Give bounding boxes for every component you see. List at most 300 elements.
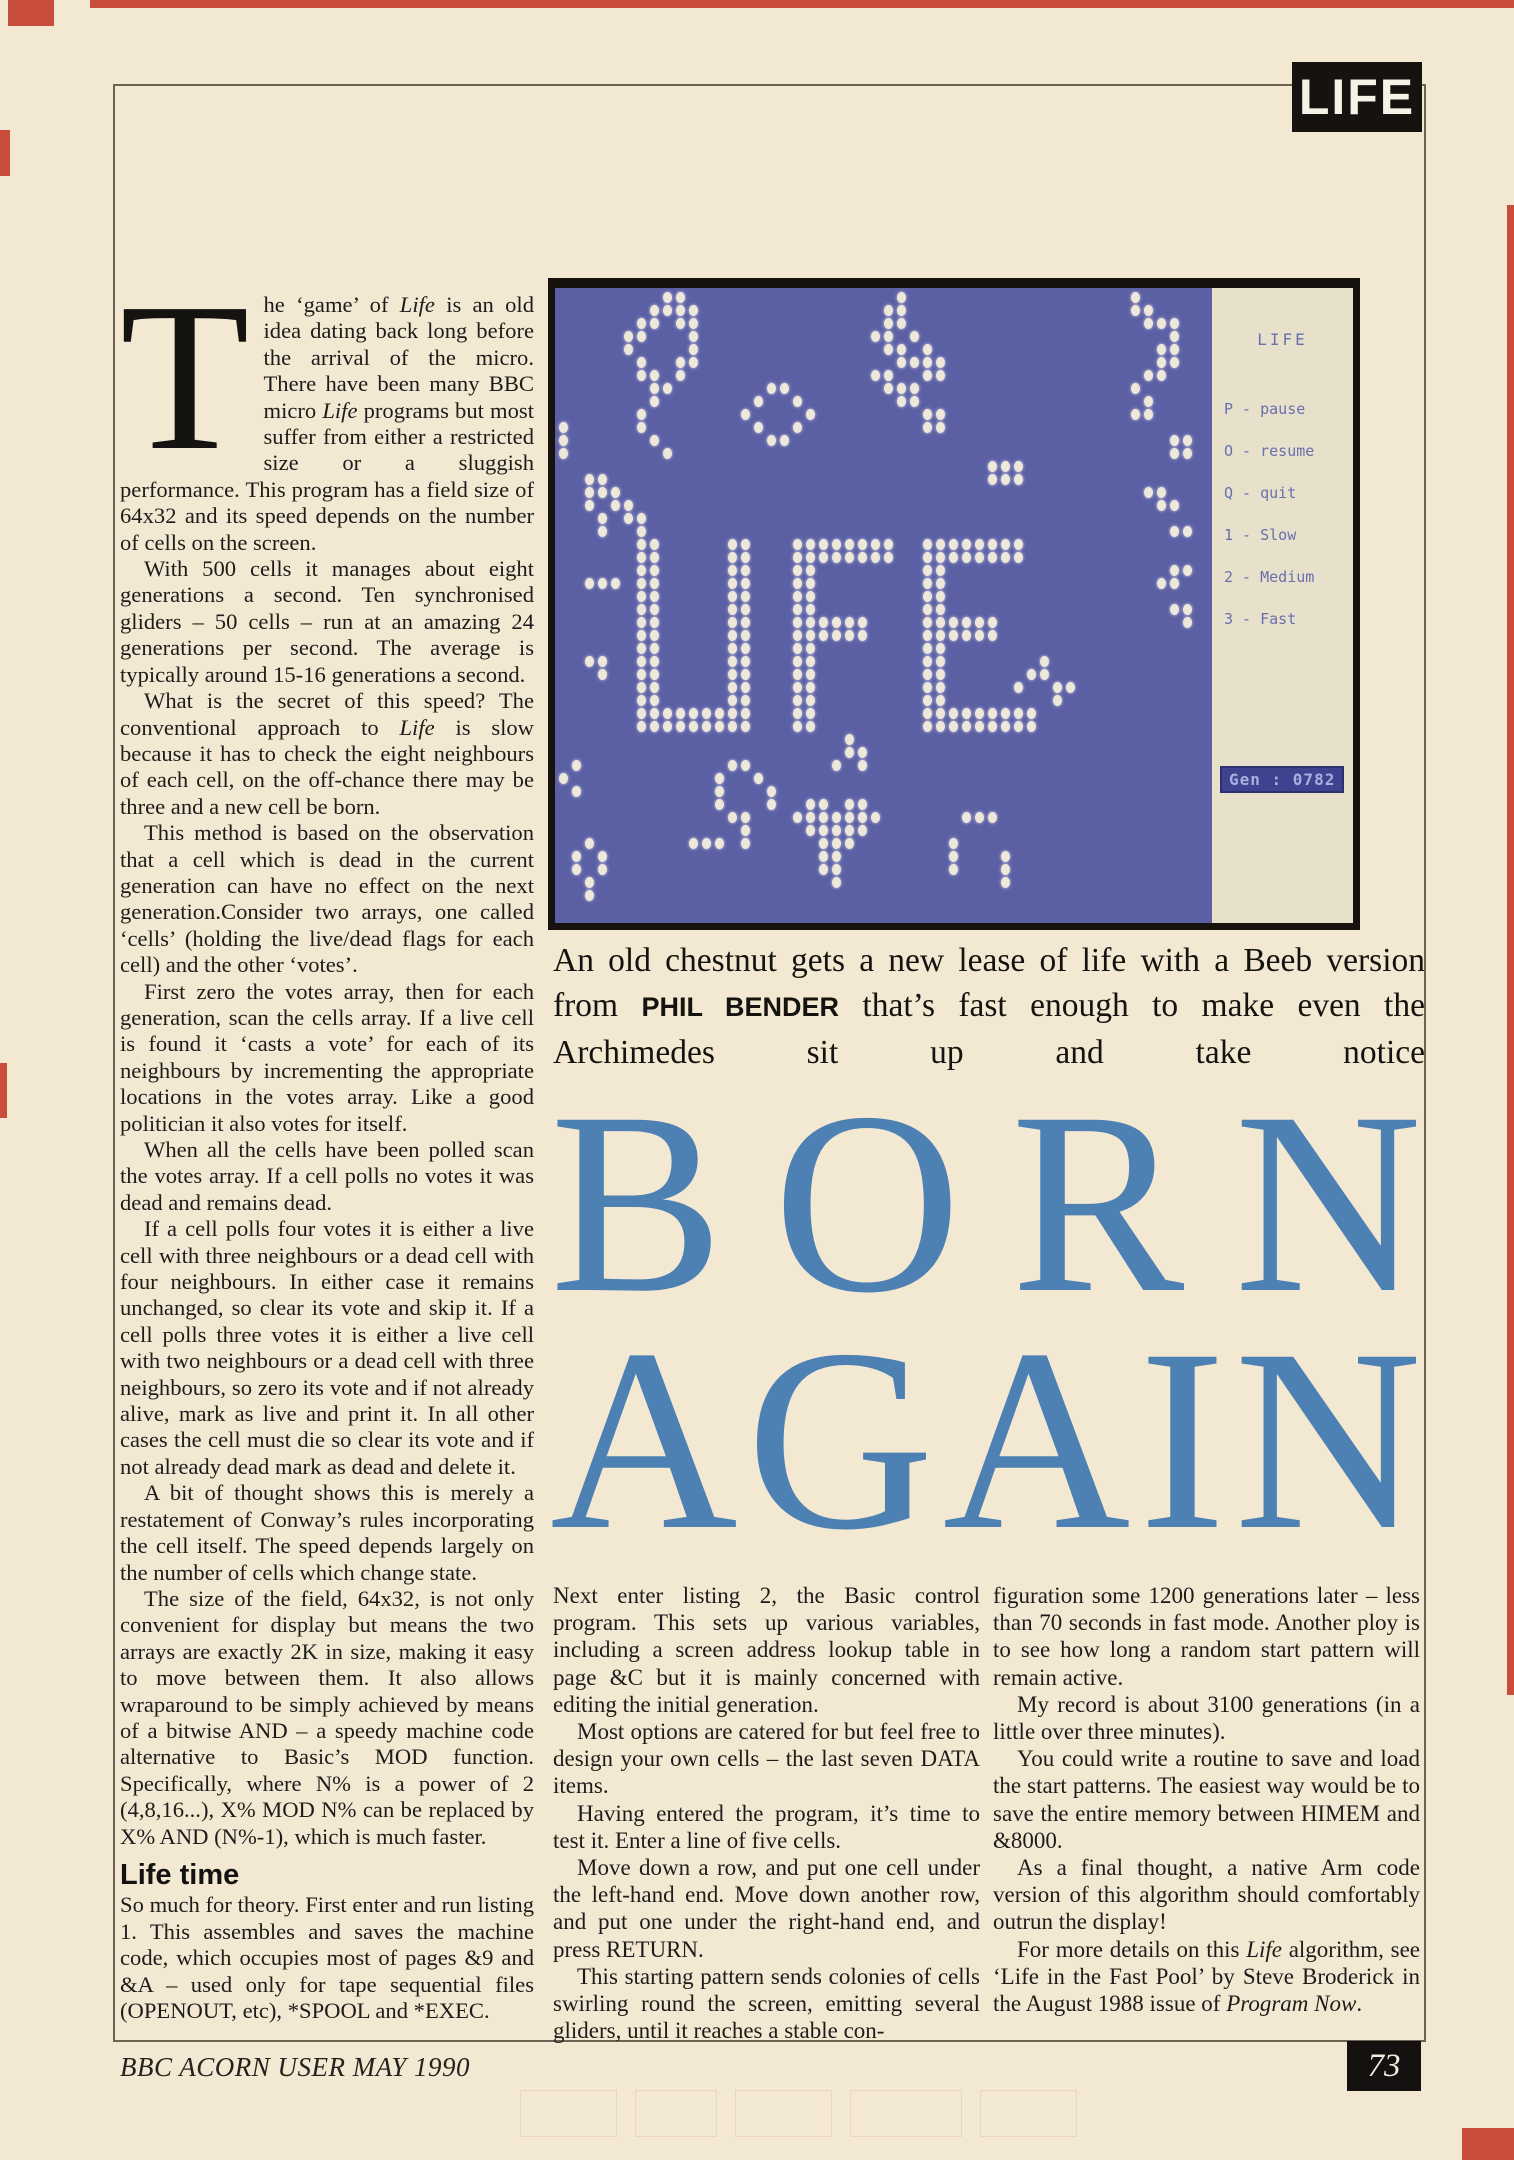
life-menu-title: LIFE [1257,330,1308,349]
life-cell [1157,357,1166,368]
life-cell [572,851,581,862]
life-cell [1040,656,1049,667]
life-cell [1157,370,1166,381]
life-cell [923,565,932,576]
life-cell [832,552,841,563]
life-cell [793,630,802,641]
life-cell [728,604,737,615]
paragraph: Most options are catered for but feel free to design your own cells – the last seven DATA items. [553,1719,980,1799]
life-cell [949,617,958,628]
life-cell [1014,539,1023,550]
life-cell [897,396,906,407]
life-cell [767,786,776,797]
life-cell [845,630,854,641]
life-cell [1157,344,1166,355]
life-cell [676,721,685,732]
life-cell [975,708,984,719]
life-cell [650,370,659,381]
life-cell [910,357,919,368]
life-cell [806,591,815,602]
life-cell [845,747,854,758]
life-cell [1170,318,1179,329]
paragraph: You could write a routine to save and load the start patterns. The easiest way would be to save the entire memory between HIMEM and &8000. [993,1746,1420,1853]
headline-line: B O R N [550,1059,1422,1347]
generation-counter: Gen : 0782 [1220,766,1344,793]
life-program-screenshot [548,278,1360,930]
life-cell [689,344,698,355]
life-cell [741,825,750,836]
life-cell [689,721,698,732]
life-cell [741,604,750,615]
column-3 [993,1582,1420,2017]
life-cell [1183,435,1192,446]
life-cell [936,370,945,381]
page-number-badge: 73 [1347,2041,1421,2091]
life-cell [715,786,724,797]
life-cell [728,565,737,576]
life-cell [1183,565,1192,576]
life-cell [650,305,659,316]
life-cell [988,630,997,641]
life-cell [832,617,841,628]
life-cell [936,721,945,732]
life-cell [1170,331,1179,342]
life-cell [936,539,945,550]
paragraph: Having entered the program, it’s time to test it. Enter a line of five cells. [553,1800,980,1853]
life-cell [650,565,659,576]
life-cell [923,617,932,628]
life-cell [923,344,932,355]
life-cell [728,760,737,771]
life-cell [598,864,607,875]
life-cell [676,708,685,719]
life-cell [1053,695,1062,706]
life-cell [858,630,867,641]
life-cell [832,812,841,823]
life-cell [559,435,568,446]
life-cell [741,617,750,628]
life-cell [858,760,867,771]
life-cell [728,578,737,589]
life-cell [676,318,685,329]
life-cell [650,721,659,732]
paragraph: What is the secret of this speed? The conventional approach to Life is slow because it has to check the eight neighbours of each cell, on the off-chance there may be three and a new cell be born. [120,688,534,819]
life-cell [806,721,815,732]
life-cell [793,708,802,719]
life-cell [585,474,594,485]
life-cell [884,552,893,563]
life-cell [663,305,672,316]
life-cell [637,643,646,654]
life-cell [936,708,945,719]
life-cell [988,812,997,823]
paragraph: Next enter listing 2, the Basic control program. This sets up various variables, including a screen address lookup table in page &C but it is mainly concerned with editing the initial generation. [553,1583,980,1717]
life-cell [637,682,646,693]
life-cell [819,617,828,628]
life-cell [715,799,724,810]
ghost-box [520,2090,617,2137]
life-cell [988,552,997,563]
life-cell [637,318,646,329]
life-cell [962,630,971,641]
life-cell [728,695,737,706]
life-cell [1014,474,1023,485]
life-cell [806,578,815,589]
life-cell [624,500,633,511]
life-cell [923,409,932,420]
life-cell [962,812,971,823]
life-cell [884,305,893,316]
life-cell [962,617,971,628]
life-cell [754,396,763,407]
life-cell [1183,526,1192,537]
life-cell [936,578,945,589]
life-cell [806,643,815,654]
life-cell [637,526,646,537]
life-cell [806,695,815,706]
life-cell [819,825,828,836]
life-menu-items [1224,400,1349,652]
life-cell [949,721,958,732]
life-cell [975,812,984,823]
life-cell [1170,526,1179,537]
life-cell [923,630,932,641]
life-cell [689,305,698,316]
life-cell [858,539,867,550]
life-cell [676,305,685,316]
life-cell [702,708,711,719]
life-cell [962,708,971,719]
life-cell [780,435,789,446]
paragraph: For more details on this Life algorithm, see ‘Life in the Fast Pool’ by Steve Broderick in the August 1988 issue of Program Now. [993,1936,1420,2017]
life-cell [819,838,828,849]
life-cell [832,877,841,888]
paragraph: With 500 cells it manages about eight generations a second. Ten synchronised gliders – 50 cells – run at an amazing 24 generations per second. The average is typically around 15-16 generations a second. [120,556,534,687]
life-cell [949,552,958,563]
life-cell [1014,682,1023,693]
life-cell [689,331,698,342]
life-cell [1053,682,1062,693]
life-cell [923,656,932,667]
life-cell [715,773,724,784]
life-cell [598,656,607,667]
life-cell [637,617,646,628]
life-cell [650,552,659,563]
red-edge-left-block-2 [0,1063,7,1118]
life-cell [611,578,620,589]
footer-magazine-date: BBC ACORN USER MAY 1990 [120,2052,471,2082]
life-cell [949,630,958,641]
life-cell [650,318,659,329]
life-cell [728,630,737,641]
life-cell [832,838,841,849]
life-cell [793,591,802,602]
life-cell [1157,318,1166,329]
life-cell [793,396,802,407]
life-cell [806,682,815,693]
life-cell [585,500,594,511]
life-cell [845,799,854,810]
life-cell [793,604,802,615]
life-cell [1027,708,1036,719]
life-cell [910,383,919,394]
life-cell [650,435,659,446]
life-menu-panel [1212,288,1353,923]
life-cell [585,838,594,849]
life-cell [702,838,711,849]
life-cell [793,578,802,589]
life-cell [910,396,919,407]
section-tab-life: LIFE [1292,62,1422,132]
life-cell [923,721,932,732]
life-cell [936,617,945,628]
column-2 [553,1582,980,2044]
life-cell [650,578,659,589]
life-cell [1144,409,1153,420]
life-cell [741,630,750,641]
column-main [120,259,535,2024]
life-cell [1001,851,1010,862]
paragraph: This starting pattern sends colonies of cells swirling round the screen, emitting several gliders, until it reaches a stable con- [553,1963,980,2044]
life-cell [650,682,659,693]
life-cell [650,604,659,615]
life-cell [637,630,646,641]
life-cell [611,500,620,511]
life-cell [897,318,906,329]
life-cell [741,409,750,420]
author-name: PHIL BENDER [641,992,840,1022]
life-cell [936,357,945,368]
life-cell [741,695,750,706]
paragraph: This method is based on the observation that a cell which is dead in the current generation can have no effect on the next generation.Consider two arrays, one called ‘cells’ (holding the live/dead flags for each cell) and the other ‘votes’. [120,820,534,978]
life-cell [637,669,646,680]
life-cell [793,422,802,433]
life-cell [975,630,984,641]
life-cell [1040,669,1049,680]
subhead-life-time: Life time [120,1858,240,1891]
life-cell [1170,344,1179,355]
life-cell [715,708,724,719]
life-cell [819,799,828,810]
life-cell [650,708,659,719]
life-cell [806,708,815,719]
life-cell [806,552,815,563]
life-cell [923,422,932,433]
life-cell [728,591,737,602]
life-cell [650,396,659,407]
paragraph: The size of the field, 64x32, is not only convenient for display but means the two arrays are exactly 2K in size, making it easy to move between them. It also allows wraparound to be simply achieved by means of a bitwise AND – a speedy machine code alternative to Basic’s MOD function. Specifically, where N% is a power of 2 (4,8,16...), X% MOD N% can be replaced by X% AND (N%-1), which is much faster. [120,1585,534,1849]
life-cell [1131,409,1140,420]
life-cell [1131,292,1140,303]
life-cell [728,721,737,732]
life-cell [624,513,633,524]
life-cell [845,812,854,823]
paragraph: If a cell polls four votes it is either a live cell with three neighbours or a dead cell with four neighbours. In either case it remains unchanged, so clear its vote and skip it. If a cell polls three votes it is either a live cell with two neighbours or a dead cell with three neighbours, so zero its vote and if not already alive, mark as live and print it. In all other cases the cell must die so clear its vote and if not already dead mark as dead and delete it. [120,1216,534,1479]
life-cell [884,383,893,394]
life-cell [1144,318,1153,329]
life-cell [637,422,646,433]
life-cell [858,825,867,836]
life-cell [975,539,984,550]
life-cell [741,656,750,667]
life-cell [871,552,880,563]
life-cell [1014,721,1023,732]
life-cell [650,591,659,602]
menu-item: 2 - Medium [1224,568,1315,586]
life-cell [598,851,607,862]
life-cell [832,630,841,641]
life-cell [676,357,685,368]
red-edge-bottom-right-block [1462,2128,1514,2160]
life-cell [923,708,932,719]
life-cell [1001,461,1010,472]
life-cell [1157,500,1166,511]
life-cell [728,812,737,823]
life-cell [975,721,984,732]
life-cell [1001,877,1010,888]
life-cell [871,812,880,823]
life-cell [1014,708,1023,719]
life-cell [806,630,815,641]
paragraph: The ‘game’ of Life is an old idea dating back long before the arrival of the micro. There have been many BBC micro Life programs but most suffer from either a restricted size or a sluggish performance. This program has a field size of 64x32 and its speed depends on the number of cells on the screen. [120,259,535,555]
red-edge-left-block [0,130,10,176]
life-cell [741,565,750,576]
life-cell [689,708,698,719]
life-cell [936,591,945,602]
life-cell [988,539,997,550]
life-cell [702,721,711,732]
life-cell [832,760,841,771]
life-field [555,288,1212,923]
life-cell [637,656,646,667]
life-cell [897,292,906,303]
life-cell [1001,474,1010,485]
life-cell [884,331,893,342]
paragraph: First zero the votes array, then for each generation, scan the cells array. If a live cell is found it ‘casts a vote’ for each of its neighbours by incrementing the appropriate locations in the votes array. Like a good politician it also votes for itself. [120,978,534,1136]
life-cell [559,422,568,433]
life-cell [936,656,945,667]
life-cell [949,838,958,849]
life-cell [715,838,724,849]
life-cell [923,669,932,680]
life-cell [728,539,737,550]
life-cell [741,721,750,732]
life-cell [806,604,815,615]
life-cell [637,552,646,563]
life-cell [1157,487,1166,498]
life-cell [845,539,854,550]
life-cell [1170,448,1179,459]
red-edge-right-strip [1507,205,1514,1695]
life-cell [962,539,971,550]
life-cell [728,656,737,667]
paragraph: figuration some 1200 generations later – less than 70 seconds in fast mode. Another ploy is to see how long a random start pattern will remain active. [993,1583,1420,1690]
life-cell [845,552,854,563]
life-cell [923,682,932,693]
life-cell [962,721,971,732]
life-cell [676,370,685,381]
paragraph: Move down a row, and put one cell under the left-hand end. Move down another row, and put one under the right-hand end, and press RETURN. [553,1855,980,1962]
life-cell [663,292,672,303]
life-cell [1001,539,1010,550]
life-cell [1170,435,1179,446]
life-cell [793,617,802,628]
life-cell [936,643,945,654]
life-cell [637,539,646,550]
life-cell [585,487,594,498]
life-cell [819,812,828,823]
life-cell [897,357,906,368]
paragraph: So much for theory. First enter and run listing 1. This assembles and saves the machine code, which occupies most of pages &9 and &A – used only for tape sequential files (OPENOUT, etc), *SPOOL and *EXEC. [120,1892,534,2023]
life-cell [962,552,971,563]
standfirst [553,938,1425,1075]
life-cell [637,604,646,615]
headline-line: A G A I N [550,1296,1422,1584]
menu-item: 1 - Slow [1224,526,1297,544]
life-cell [936,630,945,641]
life-cell [793,565,802,576]
life-cell [949,864,958,875]
ghost-box [735,2090,832,2137]
life-cell [676,292,685,303]
life-cell [858,747,867,758]
life-cell [884,318,893,329]
life-cell [741,708,750,719]
life-cell [936,552,945,563]
life-cell [897,344,906,355]
life-cell [741,838,750,849]
life-cell [832,851,841,862]
life-cell [806,539,815,550]
life-cell [806,656,815,667]
life-cell [637,695,646,706]
life-cell [806,799,815,810]
life-cell [923,591,932,602]
life-cell [1170,565,1179,576]
paragraph: A bit of thought shows this is merely a restatement of Conway’s rules incorporating the cell itself. The speed depends largely on the number of cells which change state. [120,1480,534,1585]
life-cell [923,370,932,381]
life-cell [936,669,945,680]
life-cell [1001,721,1010,732]
life-cell [1144,370,1153,381]
life-cell [1183,448,1192,459]
life-cell [650,617,659,628]
life-cell [754,422,763,433]
life-cell [663,448,672,459]
life-cell [650,656,659,667]
life-cell [845,617,854,628]
drop-cap: T [120,259,250,494]
life-cell [793,682,802,693]
life-cell [1014,552,1023,563]
life-cell [767,435,776,446]
life-cell [637,513,646,524]
life-cell [1066,682,1075,693]
life-cell [650,669,659,680]
life-cell [793,539,802,550]
life-cell [988,721,997,732]
life-cell [741,578,750,589]
life-cell [1144,305,1153,316]
life-cell [806,617,815,628]
life-cell [650,383,659,394]
life-cell [884,370,893,381]
life-cell [806,409,815,420]
life-cell [741,643,750,654]
life-cell [598,526,607,537]
life-cell [1001,864,1010,875]
life-cell [819,630,828,641]
